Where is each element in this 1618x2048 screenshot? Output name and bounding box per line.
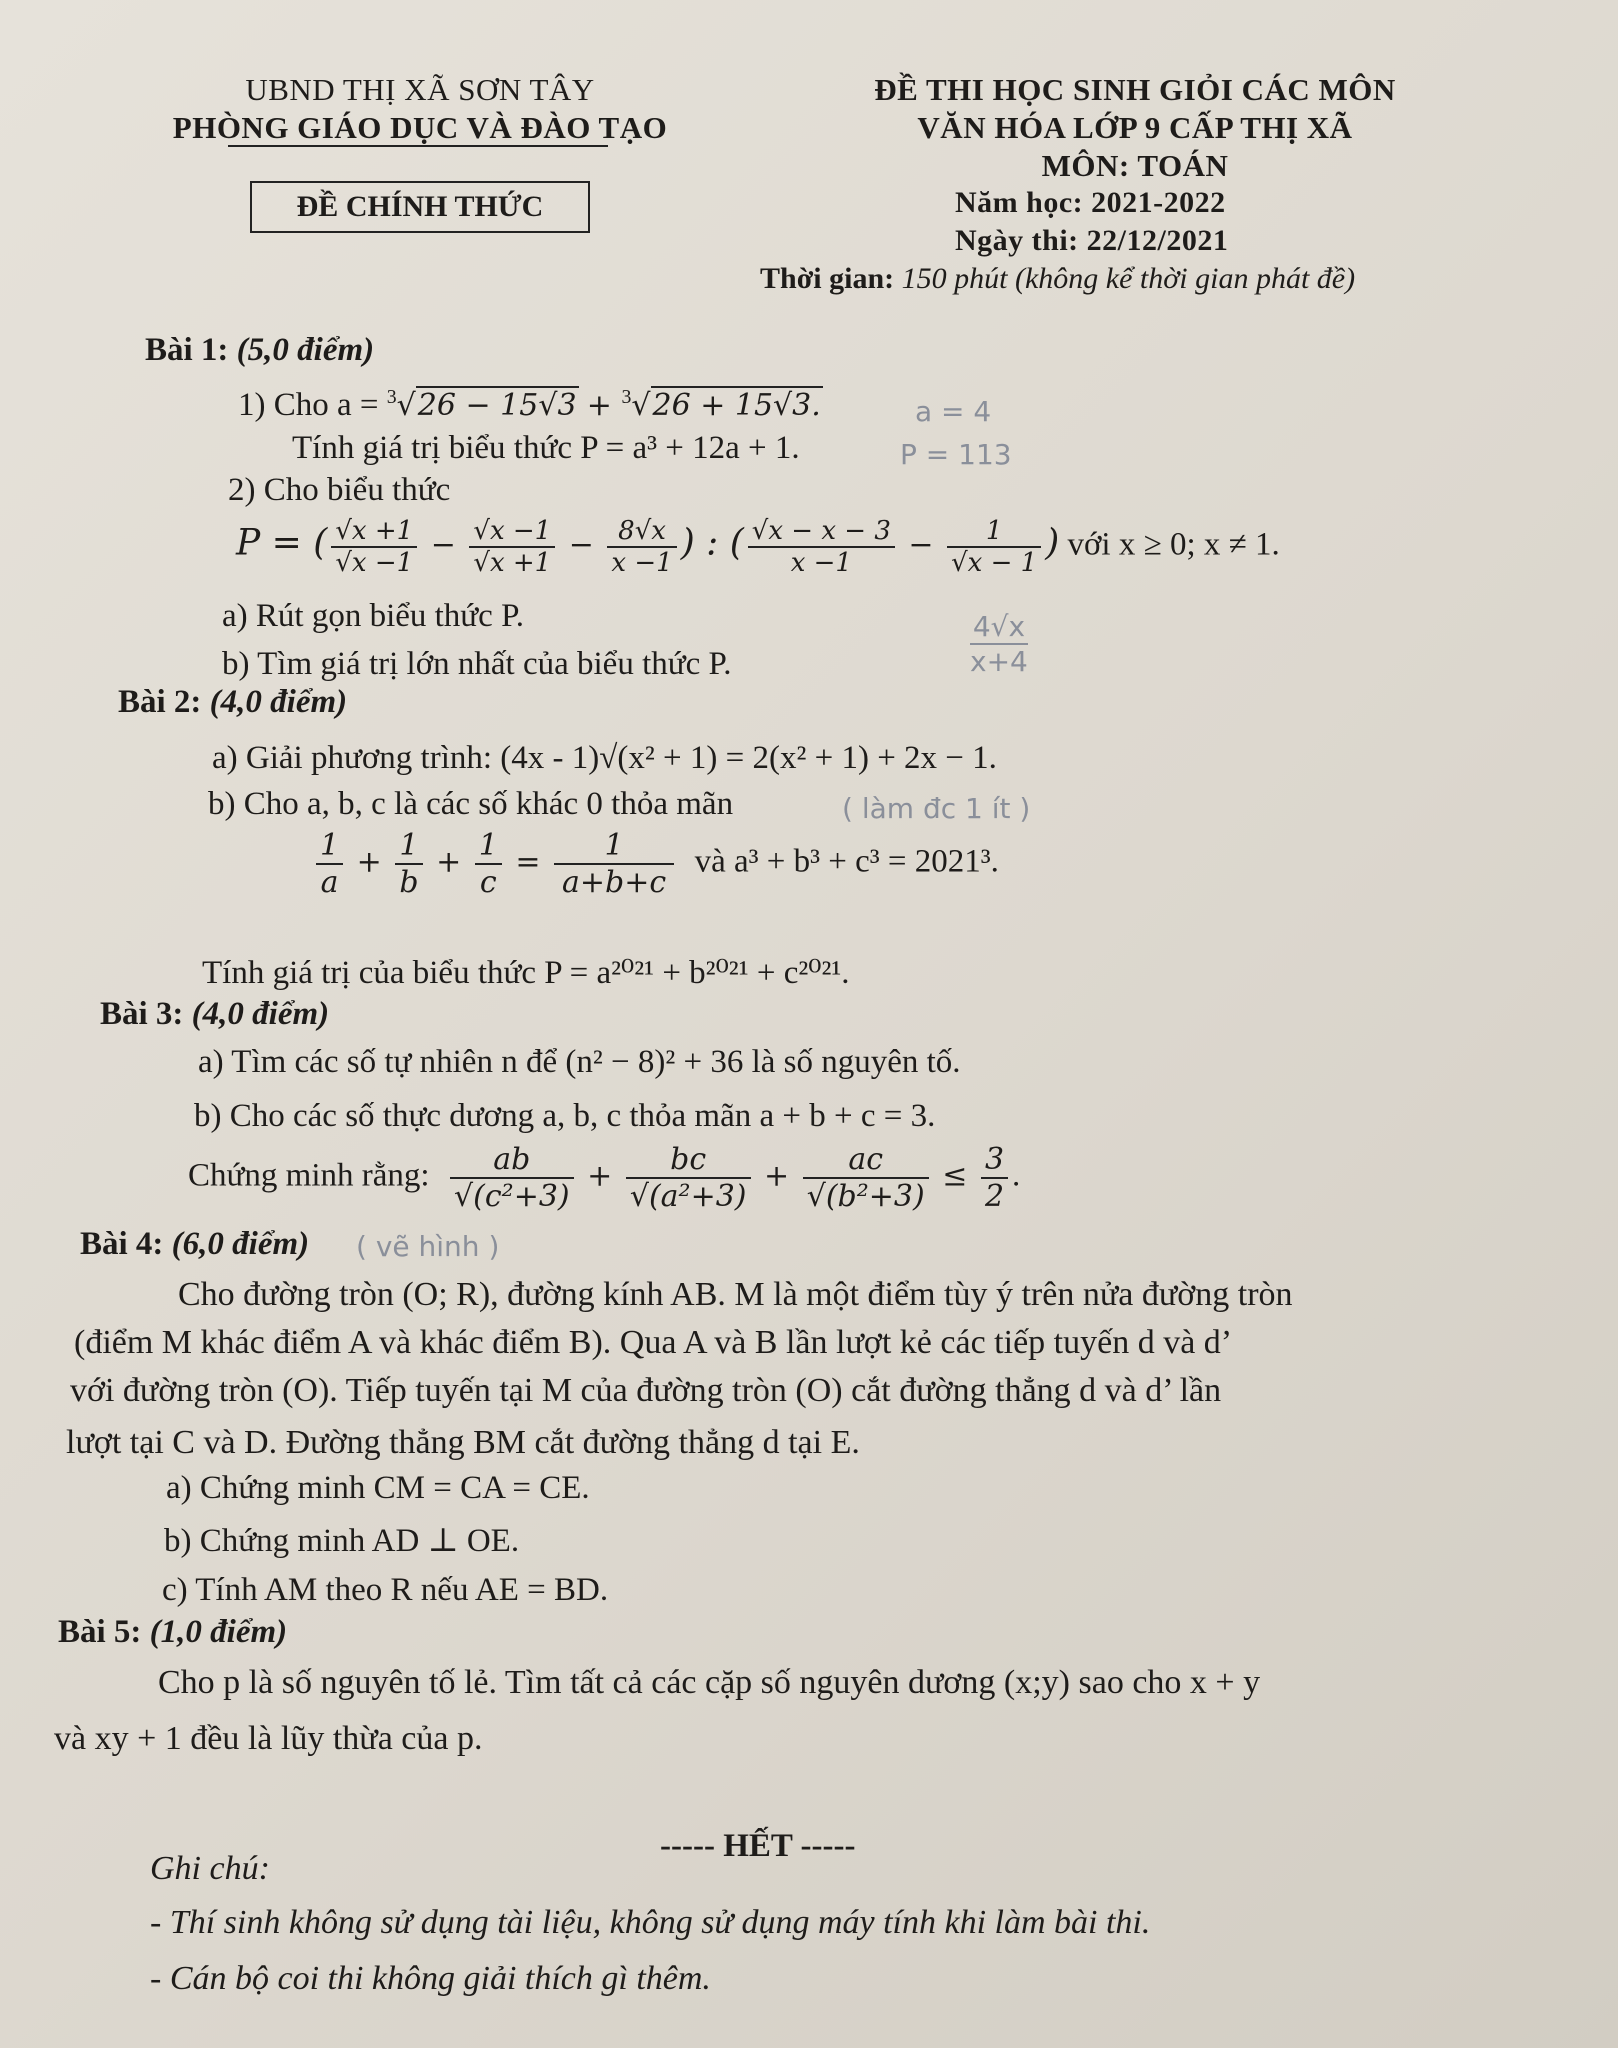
notes-label: Ghi chú: — [150, 1850, 270, 1887]
district-name: UBND THỊ XÃ SƠN TÂY — [245, 72, 595, 107]
exam-duration — [760, 262, 1355, 296]
bai1-expression: P = ( $\frac{√x +1}{√x -1}$ − $\frac{√x -1}{√x +1}$ − $\frac{8√x}{x -1}$ ) : ( $\frac{√x - x - 3}{x -1}$ − $\frac{1}{√x - 1}$ ) với x ≥ 0; x ≠ 1. — [236, 516, 1280, 578]
bai3-title: Bài 3: — [100, 996, 184, 1032]
exam-date: Ngày thi: 22/12/2021 — [955, 224, 1229, 257]
bai1-points: (5,0 điểm) — [236, 332, 375, 368]
notes-line1: - Thí sinh không sử dụng tài liệu, không sử dụng máy tính khi làm bài thi. — [150, 1904, 1151, 1941]
bai3-points: (4,0 điểm) — [191, 996, 330, 1032]
bai4-line3: với đường tròn (O). Tiếp tuyến tại M của đường tròn (O) cắt đường thẳng d và d’ lần — [70, 1372, 1222, 1409]
header-underline — [228, 145, 608, 147]
bai4-heading — [80, 1226, 309, 1263]
duration-label: Thời gian: — [760, 262, 895, 295]
bai1-condition: với x ≥ 0; x ≠ 1. — [1067, 526, 1280, 563]
handwritten-note-figure: ( vẽ hình ) — [356, 1230, 500, 1263]
bai1-root1: 26 − 15√3 — [417, 388, 577, 423]
exam-title-line2: VĂN HÓA LỚP 9 CẤP THỊ XÃ — [917, 110, 1353, 145]
bai4-title: Bài 4: — [80, 1226, 164, 1262]
bai2-ask: Tính giá trị của biểu thức P = a²⁰²¹ + b²⁰²¹ + c²⁰²¹. — [202, 955, 850, 991]
bai1-part1: 1) Cho a = $^3$√26 − 15√3 + $^3$√26 + 15√3. — [238, 386, 821, 423]
bai4-line4: lượt tại C và D. Đường thẳng BM cắt đường thẳng d tại E. — [66, 1424, 860, 1461]
bai1-part1-question: Tính giá trị biểu thức P = a³ + 12a + 1. — [292, 430, 800, 466]
bai1-title: Bài 1: — [145, 332, 229, 368]
end-mark: ----- HẾT ----- — [660, 1828, 856, 1864]
handwritten-note-a: a = 4 — [915, 395, 992, 428]
bai3-heading — [100, 996, 329, 1033]
bai4-question-c: c) Tính AM theo R nếu AE = BD. — [162, 1572, 609, 1608]
bai2-question-b-intro: b) Cho a, b, c là các số khác 0 thỏa mãn — [208, 786, 734, 822]
bai2-question-a: a) Giải phương trình: (4x - 1)√(x² + 1) = 2(x² + 1) + 2x − 1. — [212, 740, 997, 776]
bai4-line1: Cho đường tròn (O; R), đường kính AB. M là một điểm tùy ý trên nửa đường tròn — [178, 1276, 1293, 1313]
department-name: PHÒNG GIÁO DỤC VÀ ĐÀO TẠO — [172, 110, 668, 145]
handwritten-fraction — [970, 610, 1028, 678]
bai3-inequality: Chứng minh rằng: $\frac{ab}{\text{√(c²+3)}}$ + $\frac{bc}{\text{√(a²+3)}}$ + $\frac{ac}{\text{√(b²+3)}}$ ≤ $\frac{3}{2}$ . — [188, 1142, 1021, 1214]
bai3-question-a: a) Tìm các số tự nhiên n để (n² − 8)² + 36 là số nguyên tố. — [198, 1044, 961, 1080]
handwritten-num: 4√x — [970, 610, 1028, 645]
bai2-points: (4,0 điểm) — [209, 684, 348, 720]
bai1-heading — [145, 332, 374, 369]
bai5-line2: và xy + 1 đều là lũy thừa của p. — [54, 1720, 483, 1757]
bai5-title: Bài 5: — [58, 1614, 142, 1650]
handwritten-note-p: P = 113 — [900, 438, 1012, 471]
school-year: Năm học: 2021-2022 — [955, 186, 1226, 219]
official-exam-box: ĐỀ CHÍNH THỨC — [250, 181, 590, 233]
bai4-question-a: a) Chứng minh CM = CA = CE. — [166, 1470, 590, 1506]
bai5-line1: Cho p là số nguyên tố lẻ. Tìm tất cả các cặp số nguyên dương (x;y) sao cho x + y — [158, 1664, 1261, 1701]
bai1-root2: 26 + 15√3. — [652, 388, 821, 423]
bai4-question-b: b) Chứng minh AD ⊥ OE. — [164, 1523, 520, 1559]
bai1-part1-prefix: 1) Cho a = — [238, 387, 387, 423]
bai1-part2-intro: 2) Cho biểu thức — [228, 472, 451, 508]
bai5-points: (1,0 điểm) — [149, 1614, 288, 1650]
exam-title-line1: ĐỀ THI HỌC SINH GIỎI CÁC MÔN — [874, 72, 1396, 107]
bai2-heading — [118, 684, 347, 721]
bai2-cube-condition: và a³ + b³ + c³ = 2021³. — [694, 843, 999, 880]
handwritten-den: x+4 — [970, 645, 1028, 678]
bai5-heading — [58, 1614, 287, 1651]
bai2-title: Bài 2: — [118, 684, 202, 720]
bai1-question-a: a) Rút gọn biểu thức P. — [222, 598, 525, 634]
bai4-points: (6,0 điểm) — [171, 1226, 310, 1262]
bai3-prove-label: Chứng minh rằng: — [188, 1157, 430, 1194]
handwritten-note-partial: ( làm đc 1 ít ) — [842, 792, 1031, 825]
bai4-line2: (điểm M khác điểm A và khác điểm B). Qua A và B lần lượt kẻ các tiếp tuyến d và d’ — [74, 1324, 1233, 1361]
bai1-question-b: b) Tìm giá trị lớn nhất của biểu thức P. — [222, 646, 732, 682]
bai2-equation: $\frac{1}{a}$ + $\frac{1}{b}$ + $\frac{1}{c}$ = $\frac{1}{a+b+c}$ và a³ + b³ + c³ = 2021³. — [312, 828, 999, 900]
notes-line2: - Cán bộ coi thi không giải thích gì thêm. — [150, 1960, 711, 1997]
bai3-question-b: b) Cho các số thực dương a, b, c thỏa mãn a + b + c = 3. — [194, 1098, 936, 1134]
duration-value: 150 phút (không kể thời gian phát đề) — [901, 262, 1356, 295]
subject: MÔN: TOÁN — [1041, 148, 1229, 183]
